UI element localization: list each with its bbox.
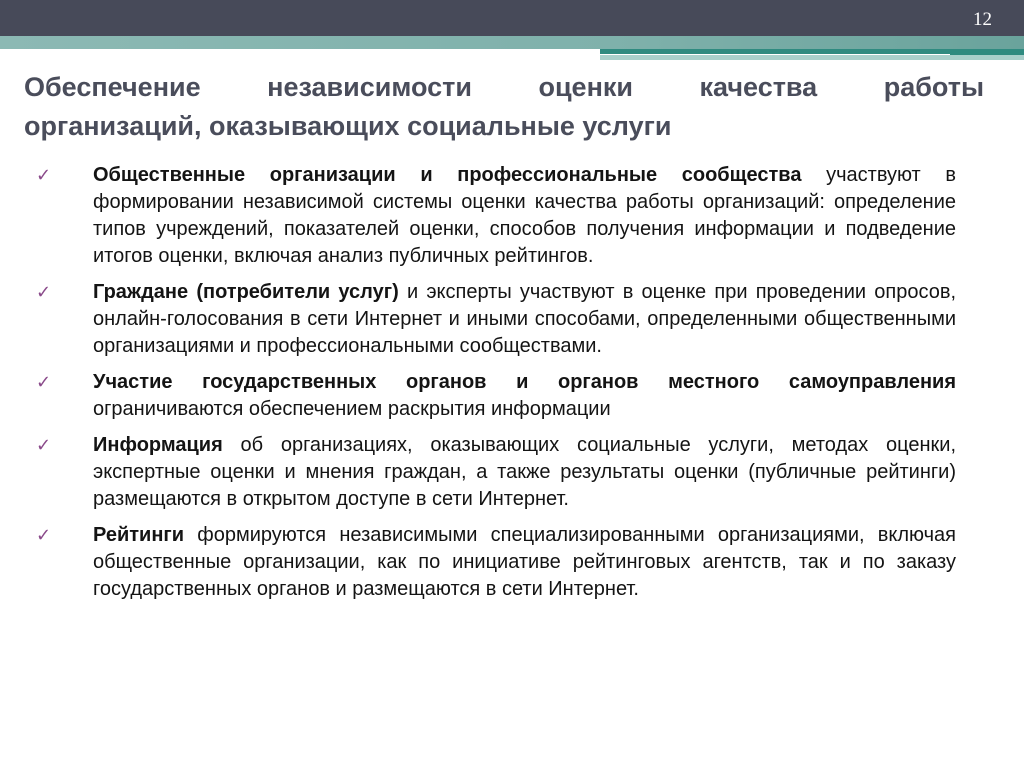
bullet-bold-text: Общественные организации и профессиональные сообщества xyxy=(93,164,802,186)
bullet-text: участвуют в формировании независимой системы оценки качества работы организаций: определение типов учреждений, показателей оценки, способов получения информации и подведение итогов оценки, включая анализ публичных рейтингов. xyxy=(93,164,956,267)
slide-title-line1: Обеспечение независимости оценки качества работы xyxy=(24,72,984,102)
bullet-bold-text: Информация xyxy=(93,434,223,456)
bullet-list xyxy=(36,162,956,612)
bullet-item xyxy=(36,522,956,603)
header-bar xyxy=(0,0,1024,36)
header-accent-strip-light xyxy=(600,55,1024,60)
slide-title-line2: организаций, оказывающих социальные услуги xyxy=(24,111,672,141)
header-teal-band xyxy=(0,36,1024,49)
checkmark-icon: ✓ xyxy=(36,435,52,456)
bullet-text: формируются независимыми специализированными организациями, включая общественные организации, как по инициативе рейтинговых агентств, так и по заказу государственных органов и размещаются в сети Интернет. xyxy=(93,524,956,600)
bullet-text: и эксперты участвуют в оценке при проведении опросов, онлайн-голосования в сети Интернет и иными способами, определенными общественными организациями и профессиональными сообществами. xyxy=(93,281,957,357)
bullet-item xyxy=(36,279,956,360)
bullet-item xyxy=(36,369,956,423)
bullet-bold-text: Рейтинги xyxy=(93,524,185,546)
bullet-bold-text: Участие государственных органов и органов местного самоуправления xyxy=(93,371,956,393)
checkmark-icon: ✓ xyxy=(36,372,52,393)
slide-number: 12 xyxy=(973,9,992,30)
bullet-text: об организациях, оказывающих социальные услуги, методах оценки, экспертные оценки и мнения граждан, а также результаты оценки (публичные рейтинги) размещаются в открытом доступе в сети Интернет. xyxy=(93,434,956,510)
bullet-text: ограничиваются обеспечением раскрытия информации xyxy=(93,398,611,420)
bullet-item xyxy=(36,162,956,270)
bullet-bold-text: Граждане (потребители услуг) xyxy=(93,281,399,303)
bullet-item xyxy=(36,432,956,513)
slide-title xyxy=(24,68,984,146)
checkmark-icon: ✓ xyxy=(36,165,52,186)
checkmark-icon: ✓ xyxy=(36,525,52,546)
checkmark-icon: ✓ xyxy=(36,282,52,303)
